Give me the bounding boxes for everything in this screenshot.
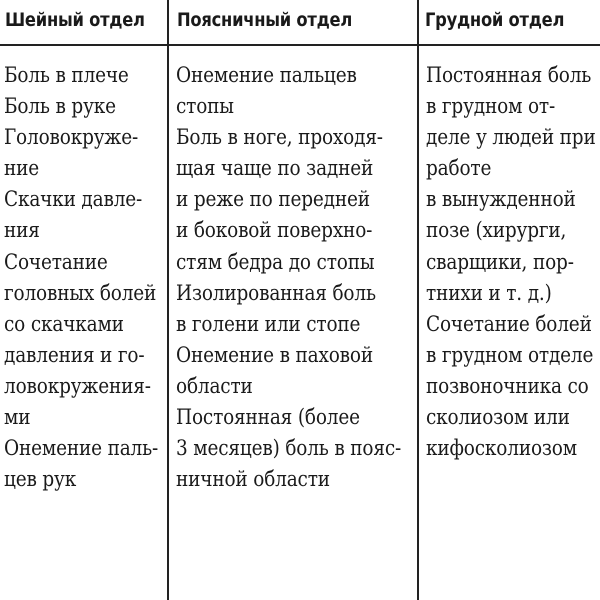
cell-line: кифосколиозом: [426, 436, 577, 461]
cell-line: в вынужденной: [426, 187, 576, 212]
cell-line: цев рук: [4, 467, 77, 492]
header-divider: [0, 44, 600, 46]
header-thoracic: Грудной отдел: [425, 9, 565, 31]
cell-line: Скачки давле-: [4, 187, 143, 212]
cell-line: в голени или стопе: [176, 311, 361, 336]
cell-line: Онемение пальцев: [176, 63, 357, 87]
cell-line: Постоянная (более: [176, 405, 360, 430]
cell-line: сколиозом или: [426, 405, 570, 430]
cell-line: Боль в плече: [4, 63, 129, 87]
cell-line: области: [176, 373, 253, 398]
cell-line: Изолированная боль: [176, 280, 376, 305]
cell-line: и боковой поверхно-: [176, 218, 373, 243]
cell-line: щая чаще по задней: [176, 156, 374, 181]
cell-line: деле у людей при: [426, 125, 596, 150]
cell-line: сварщики, пор-: [426, 249, 574, 274]
cell-line: Сочетание болей: [426, 311, 592, 336]
table-header-row: [0, 0, 600, 46]
cell-line: работе: [426, 156, 492, 181]
cell-line: в грудном отделе: [426, 342, 594, 367]
header-cervical: Шейный отдел: [5, 9, 145, 31]
header-lumbar: Поясничный отдел: [177, 9, 353, 31]
cell-line: давления и го-: [4, 342, 145, 367]
cell-line: ние: [4, 156, 40, 181]
column-cervical: [4, 60, 179, 495]
cell-line: Боль в ноге, проходя-: [176, 125, 383, 150]
cell-line: Онемение паль-: [4, 436, 159, 461]
cell-line: Сочетание: [4, 249, 108, 274]
column-thoracic: [426, 60, 600, 464]
cell-line: 3 месяцев) боль в пояс-: [176, 436, 402, 461]
cell-line: ничной области: [176, 467, 330, 492]
cell-line: ния: [4, 218, 40, 243]
cell-line: головных болей: [4, 280, 157, 305]
cell-line: позе (хирурги,: [426, 218, 567, 243]
column-lumbar: [176, 60, 432, 495]
cell-line: Постоянная боль: [426, 63, 592, 87]
cell-line: ми: [4, 405, 31, 430]
cell-line: Онемение в паховой: [176, 342, 374, 367]
cell-line: в грудном от-: [426, 94, 556, 119]
cell-line: тнихи и т. д.): [426, 280, 552, 305]
cell-line: и реже по передней: [176, 187, 370, 212]
cell-line: стям бедра до стопы: [176, 249, 375, 274]
cell-line: Боль в руке: [4, 94, 116, 119]
cell-line: ловокружения-: [4, 373, 151, 398]
cell-line: Головокруже-: [4, 125, 139, 150]
cell-line: со скачками: [4, 311, 124, 336]
cell-line: стопы: [176, 94, 234, 119]
cell-line: позвоночника со: [426, 373, 589, 398]
